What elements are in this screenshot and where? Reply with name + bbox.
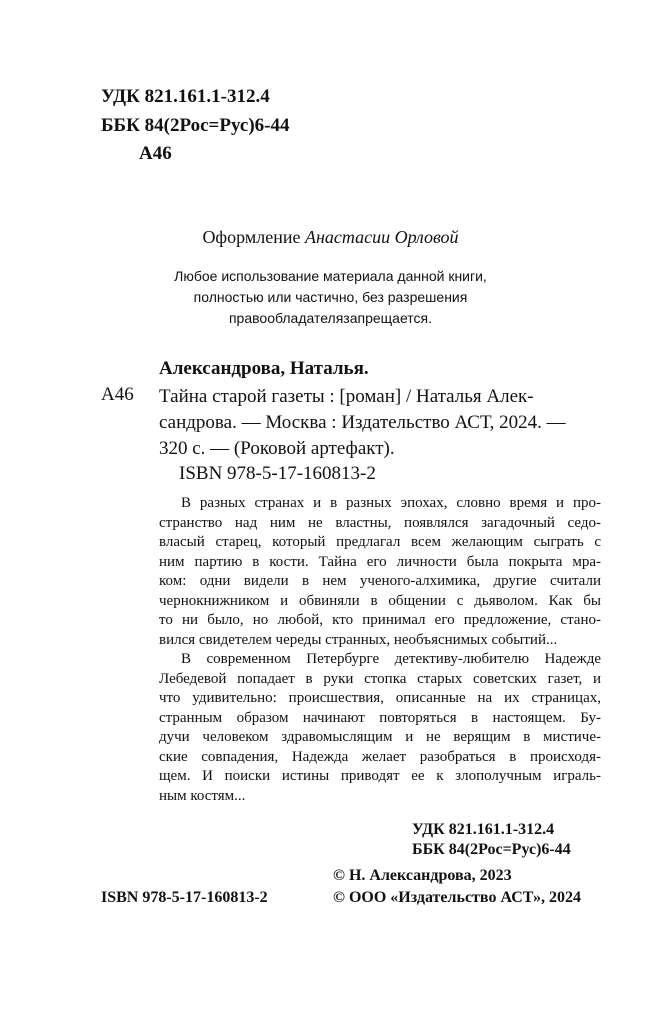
annotation-line: вился свидетелем череды странных, необъяснимых событий... — [159, 631, 558, 648]
record-line: 320 с. — (Роковой артефакт). — [159, 438, 395, 459]
design-credit — [0, 227, 661, 248]
annotation-line: чернокнижником и обвиняли в общении с дьяволом. Как бы — [159, 592, 601, 609]
bbk-code-top: ББК 84(2Рос=Рус)6-44 — [101, 115, 290, 136]
annotation-line: дучи человеком здравомыслящим и не верящим в мистиче- — [159, 729, 601, 745]
annotation-line: В разных странах и в разных эпохах, словно время и про- — [181, 495, 601, 511]
annotation-line: то ни было, но любой, кто принимал его предложение, стано- — [159, 612, 601, 628]
usage-notice-line: Любое использование материала данной книги, — [174, 268, 487, 284]
record-author: Александрова, Наталья. — [159, 358, 369, 379]
bbk-code-bottom: ББК 84(2Рос=Рус)6-44 — [412, 841, 571, 858]
annotation-line: странным образом начинают повторяться в настоящем. Бу- — [159, 709, 601, 726]
annotation-line: что удивительно: происшествия, описанные на их страницах, — [159, 690, 601, 706]
annotation-line: ком: одни видели в нем ученого-алхимика, другие считали — [159, 573, 601, 589]
design-credit-prefix: Оформление — [202, 227, 305, 247]
record-isbn: ISBN 978-5-17-160813-2 — [179, 463, 376, 484]
usage-notice — [0, 266, 661, 329]
usage-notice-line: полностью или частично, без разрешения — [193, 289, 468, 305]
annotation-line: Лебедевой попадает в руки стопка старых советских газет, и — [159, 670, 601, 687]
record-line: сандрова. — Москва : Издательство АСТ, 2024. — — [159, 412, 566, 433]
usage-notice-line: правообладателязапрещается. — [228, 310, 433, 326]
annotation-line: ным костям... — [159, 787, 246, 804]
copyright-publisher: © ООО «Издательство АСТ», 2024 — [333, 889, 582, 906]
annotation-line: ним партию в кости. Тайна его личности была покрыта мра- — [159, 553, 601, 570]
record-description — [159, 384, 566, 462]
udk-code-top: УДК 821.161.1-312.4 — [101, 86, 270, 107]
annotation — [159, 494, 601, 806]
author-sign-top: А46 — [139, 143, 172, 164]
annotation-line: странство над ним не властны, появлялся загадочный седо- — [159, 514, 601, 531]
udk-code-bottom: УДК 821.161.1-312.4 — [412, 821, 555, 838]
annotation-line: ские совпадения, Надежда желает разобраться в происходя- — [159, 748, 601, 765]
copyright-author: © Н. Александрова, 2023 — [333, 867, 512, 884]
designer-name: Анастасии Орловой — [304, 227, 459, 247]
record-author-sign: А46 — [101, 384, 134, 405]
record-line: Тайна старой газеты : [роман] / Наталья Алек- — [159, 386, 534, 407]
isbn-bottom: ISBN 978-5-17-160813-2 — [101, 889, 268, 906]
annotation-line: щем. И поиски истины приводят ее к злополучным играль- — [159, 768, 601, 784]
annotation-line: В современном Петербурге детективу-любителю Надежде — [181, 651, 601, 667]
annotation-line: власый старец, который предлагал всем желающим сыграть с — [159, 534, 601, 550]
